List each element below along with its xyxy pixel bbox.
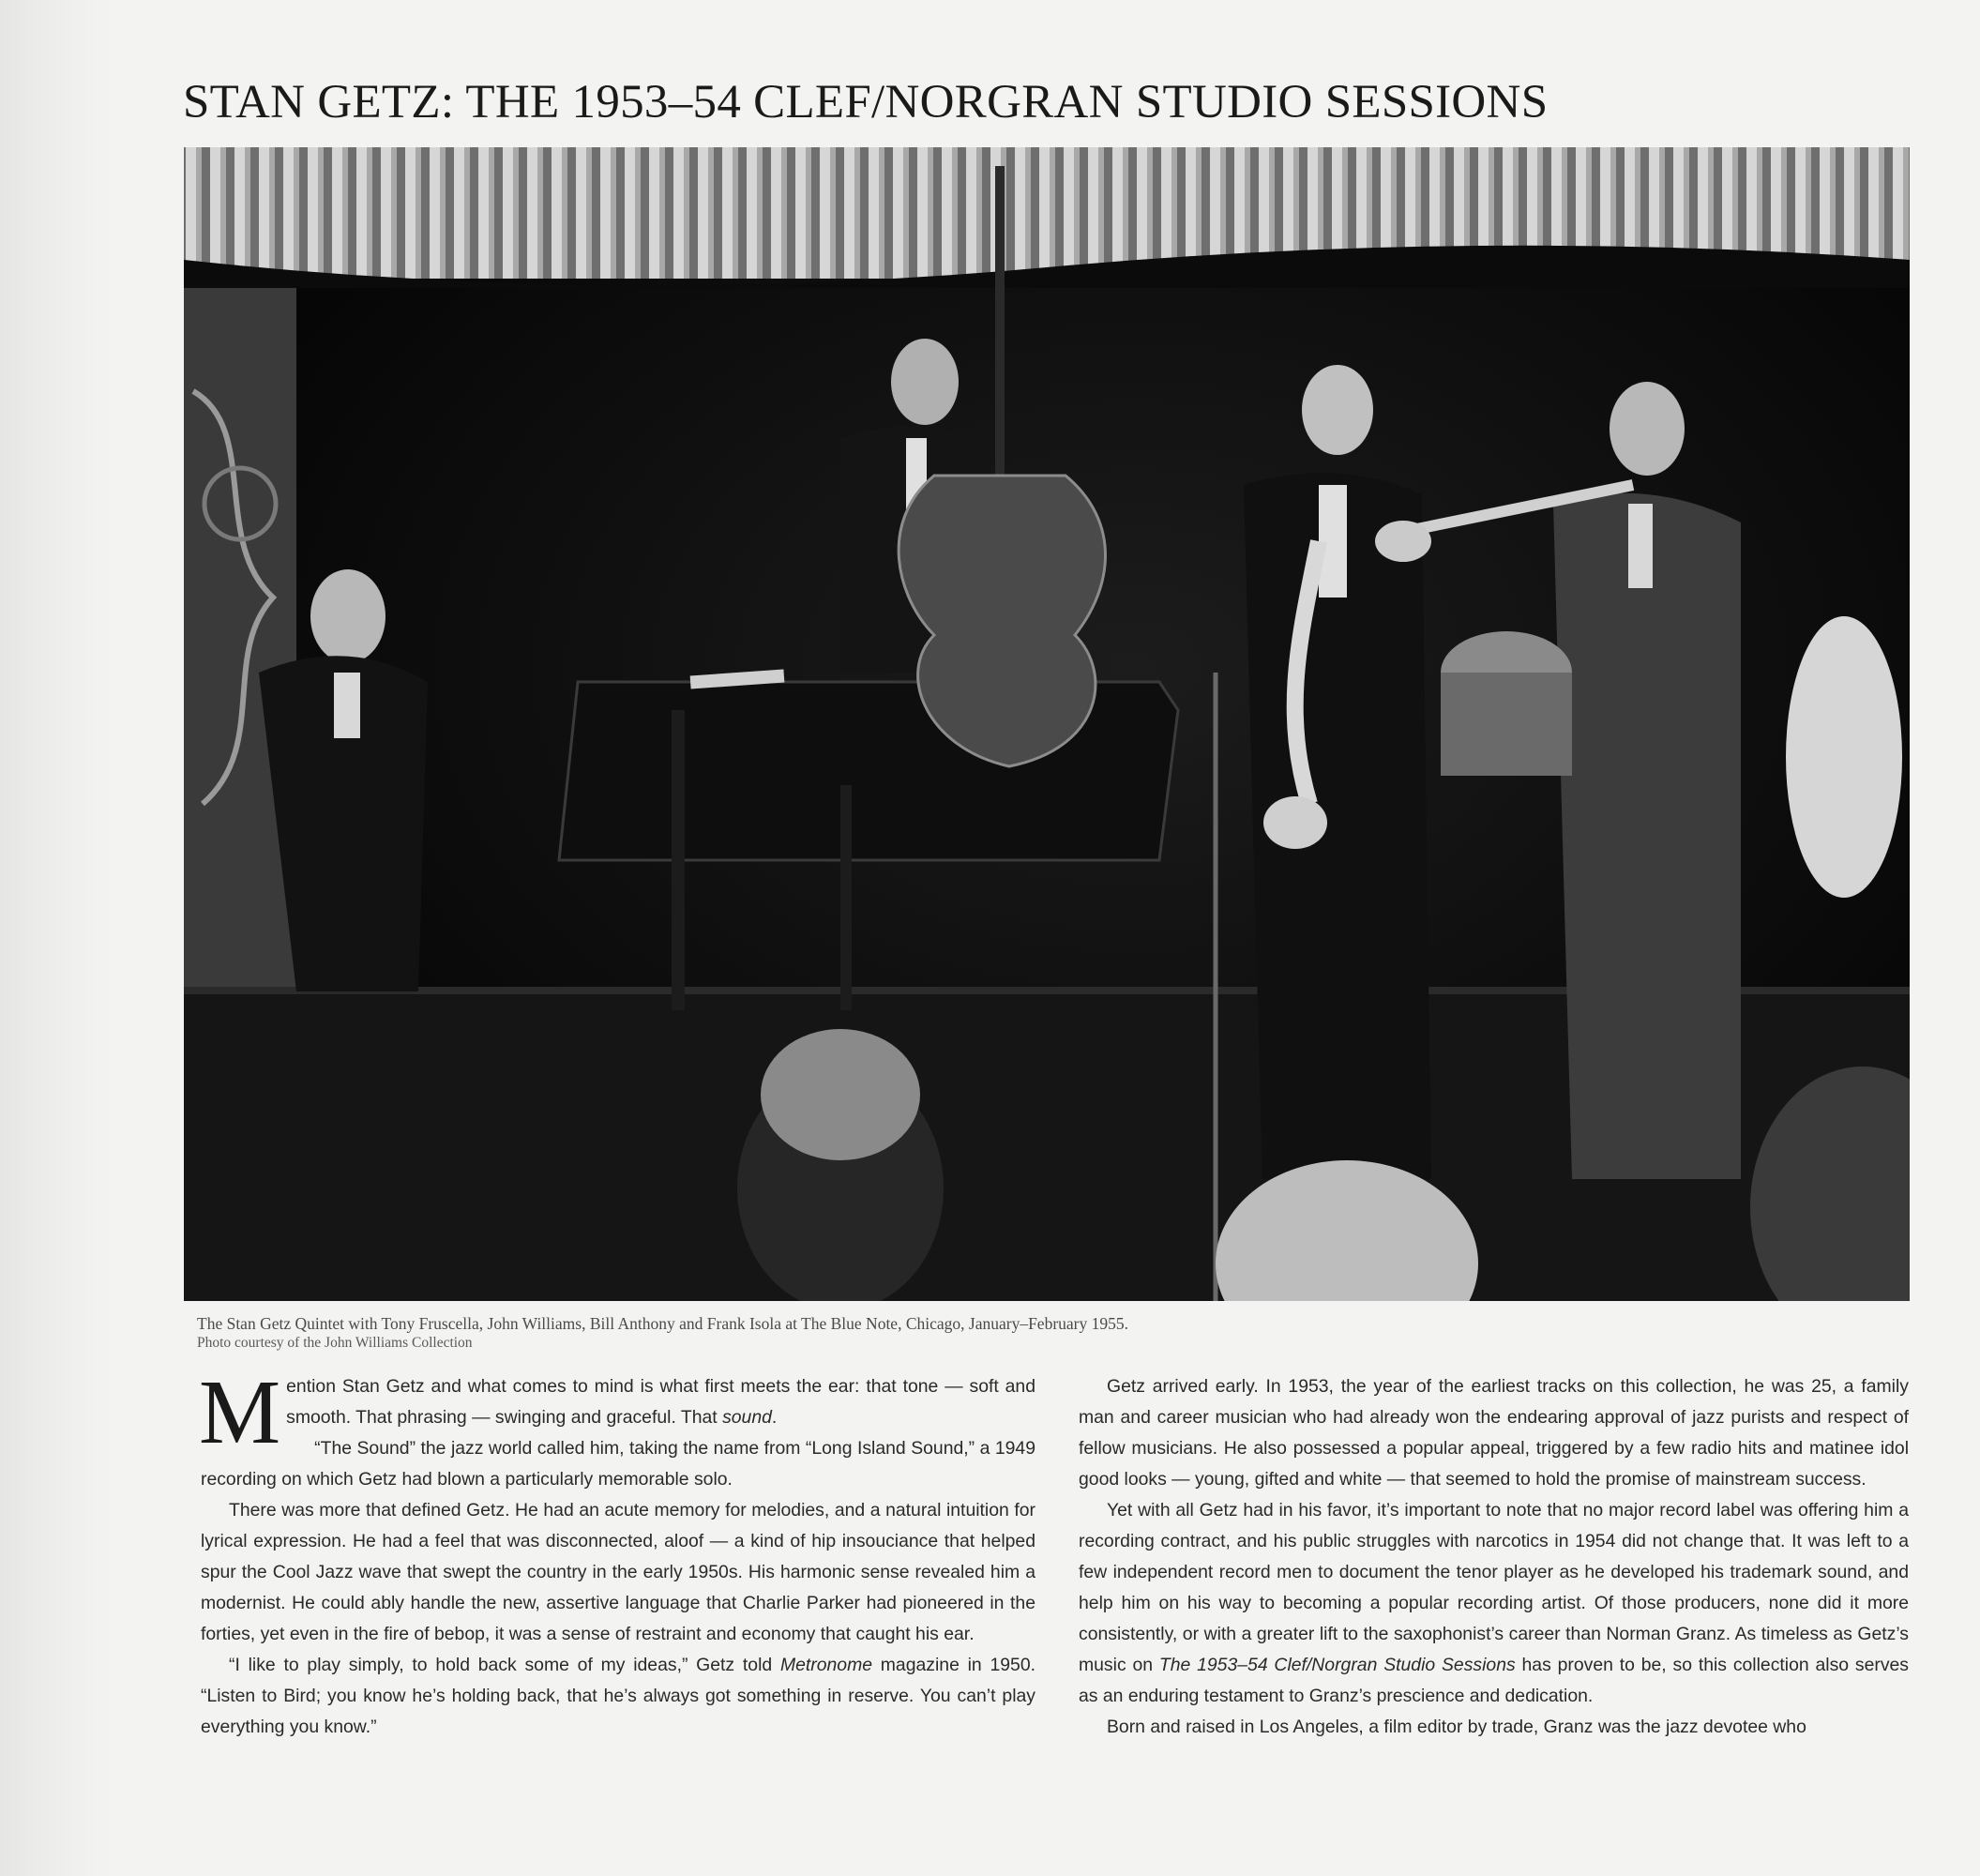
article-column-right xyxy=(1079,1371,1909,1743)
article-paragraph: Mention Stan Getz and what comes to mind is what first meets the ear: that tone — soft and smooth. That phrasing — swinging and graceful. That sound. xyxy=(199,1362,1035,1463)
photo-caption xyxy=(197,1313,1904,1353)
photo-credit: Photo courtesy of the John Williams Collection xyxy=(197,1335,473,1351)
page-gutter xyxy=(0,0,113,1876)
page-title: STAN GETZ: THE 1953–54 CLEF/NORGRAN STUDIO SESSIONS xyxy=(183,76,1549,129)
article-paragraph: Born and raised in Los Angeles, a film editor by trade, Granz was the jazz devotee who xyxy=(1107,1717,1806,1737)
article-paragraph: Getz arrived early. In 1953, the year of the earliest tracks on this collection, he was 25, a family man and career musician who had already won the endearing approval of jazz purists and respect of fellow musicians. He also possessed a popular appeal, triggered by a few radio hits and matinee idol good looks — young, gifted and white — that seemed to hold the promise of mainstream success. xyxy=(1079,1376,1909,1490)
quintet-photo xyxy=(184,147,1910,1301)
caption-text: The Stan Getz Quintet with Tony Fruscella, John Williams, Bill Anthony and Frank Isola at The Blue Note, Chicago, January–February 1955. xyxy=(197,1314,1128,1333)
article-paragraph: There was more that defined Getz. He had an acute memory for melodies, and a natural intuition for lyrical expression. He had a feel that was disconnected, aloof — a kind of hip insouciance that helped spur the Cool Jazz wave that swept the country in the early 1950s. His harmonic sense revealed him a modernist. He could ably handle the new, assertive language that Charlie Parker had pioneered in the forties, yet even in the fire of bebop, it was a sense of restraint and economy that caught his ear. xyxy=(201,1500,1035,1644)
article-paragraph: “The Sound” the jazz world called him, taking the name from “Long Island Sound,” a 1949 recording on which Getz had blown a particularly memorable solo. xyxy=(201,1438,1035,1490)
drop-cap: M xyxy=(199,1362,281,1463)
article-column-left xyxy=(199,1362,1036,1743)
article-paragraph: Yet with all Getz had in his favor, it’s important to note that no major record label was offering him a recording contract, and his public struggles with narcotics in 1954 did not change that. It was left to a few independent record men to document the tenor player as he developed his trademark sound, and help him on his way to becoming a popular recording artist. Of those producers, none did it more consistently, or with a greater lift to the saxophonist’s career than Norman Granz. As timeless as Getz’s music on The 1953–54 Clef/Norgran Studio Sessions has proven to be, so this collection also serves as an enduring testament to Granz’s prescience and dedication. xyxy=(1079,1500,1910,1706)
article-paragraph: “I like to play simply, to hold back some of my ideas,” Getz told Metronome magazine in 1950. “Listen to Bird; you know he’s holding back, that he’s always got something in reserve. You can’t play everything you know.” xyxy=(201,1655,1036,1737)
